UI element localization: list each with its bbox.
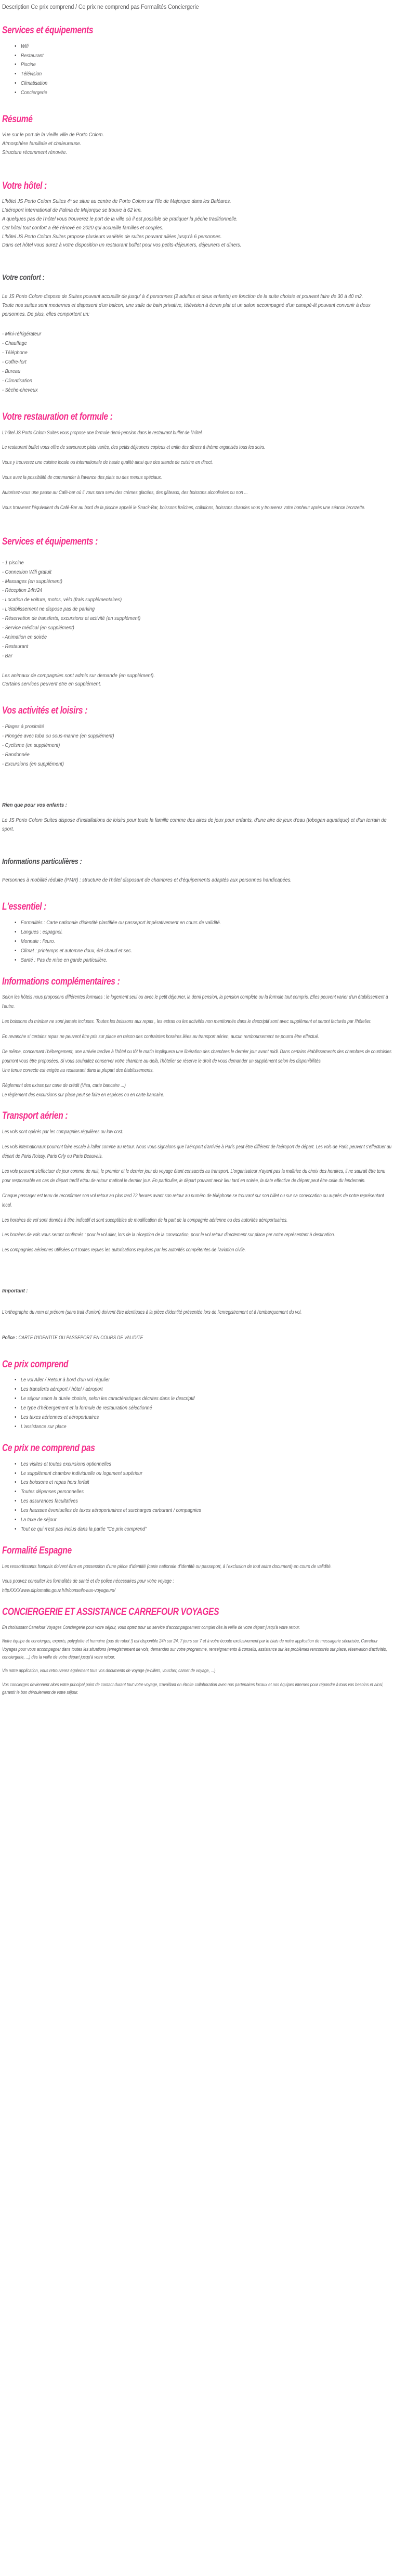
transport-paragraph: Chaque passager est tenu de reconfirmer son vol retour au plus tard 72 heures avant son retour au numéro de téléphone se trouvant sur son billet ou sur sa convocation ou auprès de notre représentant local. <box>2 1193 384 1208</box>
list-item: • Les visites et toutes excursions optionnelles <box>15 1460 339 1469</box>
infos-complementaires-reglement-extras: Règlement des extras par carte de crédit (Visa, carte bancaire ...) <box>2 1082 126 1089</box>
section-title-enfants: Rien que pour vos enfants : <box>2 801 67 808</box>
section-services-equipements <box>2 536 392 689</box>
restauration-paragraph: L'hôtel JS Porto Colom Suites vous propose une formule demi-pension dans le restaurant buffet de l'hôtel. <box>2 430 203 436</box>
ce-prix-comprend-list <box>2 1376 392 1431</box>
list-item: - Réservation de transferts, excursions et activité (en supplément) <box>2 616 141 622</box>
transport-paragraph: Les horaires de vols vous seront confirmés : pour le vol aller, lors de la réception de la convocation, pour le vol retour directement sur place par notre représentant à destination. <box>2 1232 335 1238</box>
votre-confort-list <box>2 330 392 395</box>
breadcrumb: Description Ce prix comprend / Ce prix ne comprend pas Formalités Conciergerie <box>2 4 199 10</box>
list-item: - Connexion Wifi gratuit <box>2 569 51 575</box>
list-item: - Cyclisme (en supplément) <box>2 742 60 748</box>
activites-list <box>2 722 392 769</box>
section-important <box>2 1288 392 1342</box>
list-item: - Service médical (en supplément) <box>2 625 74 631</box>
enfants-paragraph: Le JS Porto Colom Suites dispose d'installations de loisirs pour toute la famille comme des aires de jeux pour enfants, d'une aire de jeux d'eau (tobogan aquatique) et d'un terrain de sport. <box>2 818 387 832</box>
infos-complementaires-paragraph: Les boissons du minibar ne sont jamais incluses. Toutes les boissons aux repas , les extras ou les activités non mentionnés dans le descriptif sont avec supplément et seront facturés par l'hôtelier. <box>2 1019 372 1025</box>
section-title-services-equipements-top: Services et équipements <box>2 24 94 36</box>
list-item: • Restaurant <box>15 51 339 61</box>
section-title-informations-complementaires: Informations complémentaires : <box>2 976 120 987</box>
section-votre-confort <box>2 274 392 395</box>
conciergerie-paragraph: Vos concierges deviennent alors votre principal point de contact durant tout votre voyage, travaillant en étroite collaboration avec nos partenaires locaux et nos équipes internes pour répondre à tous vos besoins et ainsi, garantir le bon déroulement de votre séjour. <box>2 1681 384 1696</box>
list-item: - Chauffage <box>2 341 27 347</box>
restauration-paragraph: Vous y trouverez une cuisine locale ou internationale de haute qualité ainsi que des stands de cuisine en direct. <box>2 460 213 466</box>
police-value: CARTE D'IDENTITE OU PASSEPORT EN COURS DE VALIDITE <box>17 1335 143 1341</box>
section-resume <box>2 114 392 157</box>
section-title-votre-confort: Votre confort : <box>2 274 45 282</box>
section-title-restauration: Votre restauration et formule : <box>2 411 113 422</box>
list-item: • Le séjour selon la durée choisie, selon les caractéristiques décrites dans le descriptif <box>15 1394 339 1404</box>
list-item: - Coffre-fort <box>2 359 27 366</box>
list-item: • L'assistance sur place <box>15 1422 339 1432</box>
list-item: - Sèche-cheveux <box>2 387 38 393</box>
list-item: • Le type d'hébergement et la formule de restauration sélectionné <box>15 1404 339 1413</box>
restauration-paragraph: Vous trouverez l'équivalent du Café-Bar au bord de la piscine appelé le Snack-Bar, boissons fraîches, collations, boissons chaudes vous y trouverez votre bonheur après une séance bronzette. <box>2 505 365 511</box>
services-note: Les animaux de compagnies sont admis sur demande (en supplément). <box>2 672 155 679</box>
list-item: • Conciergerie <box>15 88 339 98</box>
list-item: • Le supplément chambre individuelle ou logement supérieur <box>15 1469 339 1479</box>
police-label: Police : <box>2 1335 18 1341</box>
list-item: • Piscine <box>15 60 339 70</box>
list-item: • Santé : Pas de mise en garde particulière. <box>15 956 339 965</box>
section-conciergerie <box>2 1607 392 1697</box>
transport-paragraph: Les compagnies aériennes utilisées ont toutes reçues les autorisations requises par les autorités compétentes de l'aviation civile. <box>2 1247 246 1253</box>
restauration-paragraph: Le restaurant buffet vous offre de savoureux plats variés, des petits déjeuners copieux et enfin des dîners à thème organisés tous les soirs. <box>2 445 266 451</box>
list-item: - 1 piscine <box>2 560 24 566</box>
list-item: • Toutes dépenses personnelles <box>15 1487 339 1497</box>
votre-hotel-line: Cet hôtel tout confort a été rénové en 2020 qui accueille familles et couples. <box>2 225 164 231</box>
section-title-informations-particulieres: Informations particulières : <box>2 857 82 866</box>
services-equipements-top-list <box>2 42 392 98</box>
votre-hotel-line: L'aéroport international de Palma de Majorque se trouve à 62 km. <box>2 208 142 214</box>
section-votre-hotel <box>2 180 392 250</box>
list-item: • La taxe de séjour <box>15 1516 339 1525</box>
list-item: • Tout ce qui n'est pas inclus dans la partie "Ce prix comprend" <box>15 1525 339 1534</box>
section-restauration <box>2 411 392 513</box>
list-item: - Excursions (en supplément) <box>2 761 64 767</box>
infos-complementaires-paragraph: De même, concernant l'hébergement, une arrivée tardive à l'hôtel ou tôt le matin impliquera une libération des chambres le dernier jour avant midi. Dans certains établissements des chambres de courtoisies pourront vous être proposées. Si vous souhaitez conserver votre chambre au-delà, l'hôtelier se réserve le droit de vous demander un supplément selon les disponibilités. <box>2 1049 392 1064</box>
list-item: - Randonnée <box>2 752 30 758</box>
list-item: - Massages (en supplément) <box>2 578 62 585</box>
police-line <box>2 1334 392 1343</box>
section-title-ce-prix-comprend: Ce prix comprend <box>2 1358 69 1370</box>
list-item: • Le vol Aller / Retour à bord d'un vol régulier <box>15 1376 339 1385</box>
infos-complementaires-paragraph: Selon les hôtels nous proposons différentes formules : le logement seul ou avec le petit déjeuner, la demi pension, la pension complète ou la formule tout compris. Elles peuvent varier d'un établissement à l'autre. <box>2 994 388 1010</box>
votre-hotel-line: A quelques pas de l'hôtel vous trouverez le port de la ville où il est possible de pratiquer la pêche traditionnelle. <box>2 216 238 222</box>
important-paragraph: L'orthographe du nom et prénom (sans trait d'union) doivent être identiques à la pièce d'identité présentée lors de l'enregistrement et à l'embarquement du vol. <box>2 1309 302 1315</box>
list-item: • Monnaie : l'euro. <box>15 937 339 947</box>
conciergerie-paragraph: En choisissant Carrefour Voyages Conciergerie pour votre séjour, vous optez pour un service d'accompagnement complet dès la veille de votre départ jusqu'à votre retour. <box>2 1625 300 1631</box>
list-item: • Wifi <box>15 42 339 51</box>
section-formalite-espagne <box>2 1545 392 1596</box>
section-informations-particulieres <box>2 858 392 886</box>
section-services-equipements-top <box>2 25 392 98</box>
resume-line: Vue sur le port de la vieille ville de Porto Colom. <box>2 132 104 138</box>
section-ce-prix-comprend <box>2 1359 392 1432</box>
list-item: • Les taxes aériennes et aéroportuaires <box>15 1413 339 1422</box>
resume-line: Atmosphère familiale et chaleureuse. <box>2 140 82 147</box>
votre-hotel-line: L'hôtel JS Porto Colom Suites 4* se situe au centre de Porto Colom sur l'île de Majorque dans les Baléares. <box>2 199 231 205</box>
list-item: - Location de voiture, motos, vélo (frais supplémentaires) <box>2 597 122 603</box>
section-ce-prix-ne-comprend-pas <box>2 1443 392 1534</box>
restauration-paragraph: Autorisez-vous une pause au Café-bar où il vous sera servi des crèmes glacées, des gâteaux, des boissons alcoolisées ou non ... <box>2 490 248 496</box>
formalite-paragraph: Les ressortissants français doivent être en possession d'une pièce d'identité (carte nationale d'identité ou passeport, à l'exclusion de tout autre document) en cours de validité. <box>2 1563 332 1570</box>
list-item: - Téléphone <box>2 350 28 356</box>
list-item: - Bar <box>2 653 12 659</box>
list-item: • Langues : espagnol. <box>15 928 339 937</box>
list-item: - Plages à proximité <box>2 724 44 730</box>
infos-complementaires-reglement-excursions: Le règlement des excursions sur place peut se faire en espèces ou en carte bancaire. <box>2 1092 165 1098</box>
section-transport-aerien <box>2 1110 392 1255</box>
list-item: - Restaurant <box>2 643 29 650</box>
section-title-formalite-espagne: Formalité Espagne <box>2 1545 72 1556</box>
section-title-services-equipements: Services et équipements : <box>2 536 98 547</box>
list-item: • Télévision <box>15 70 339 79</box>
section-title-votre-hotel: Votre hôtel : <box>2 180 47 192</box>
services-note: Certains services peuvent etre en supplément. <box>2 681 101 688</box>
list-item: - L'établissement ne dispose pas de parking <box>2 606 95 613</box>
services-equipements-list <box>2 559 392 661</box>
section-title-important: Important : <box>2 1288 28 1295</box>
section-title-conciergerie: CONCIERGERIE ET ASSISTANCE CARREFOUR VOYAGES <box>2 1607 219 1618</box>
informations-particulieres-paragraph: Personnes à mobilité réduite (PMR) : structure de l'hôtel disposant de chambres et d'équipements adaptés aux personnes handicapées. <box>2 877 292 884</box>
votre-confort-paragraph: Toute nos suites sont modernes et disposent d'un balcon, une salle de bain privative, télévision à écran plat et un salon accompagné d'un canapé-lit pouvant convenir à deux personnes. De plus, elles comportent un: <box>2 302 371 317</box>
list-item: • Les assurances facultatives <box>15 1497 339 1506</box>
section-enfants <box>2 802 392 834</box>
section-informations-complementaires <box>2 976 392 1100</box>
list-item: • Formalités : Carte nationale d'identité plastifiée ou passeport impérativement en cours de validité. <box>15 918 339 928</box>
list-item: - Réception 24h/24 <box>2 588 43 594</box>
section-essentiel <box>2 901 392 965</box>
list-item: • Les transferts aéroport / hôtel / aéroport <box>15 1385 339 1394</box>
list-item: - Bureau <box>2 369 21 375</box>
list-item: • Les boissons et repas hors forfait <box>15 1478 339 1487</box>
resume-line: Structure récemment rénovée. <box>2 149 68 156</box>
transport-paragraph: Les vols sont opérés par les compagnies régulières ou low cost. <box>2 1129 124 1135</box>
conciergerie-paragraph: Via notre application, vous retrouverez également tous vos documents de voyage (e-billets, voucher, carnet de voyage, ...) <box>2 1668 216 1674</box>
section-title-activites-loisirs: Vos activités et loisirs : <box>2 705 88 717</box>
section-title-resume: Résumé <box>2 113 33 125</box>
formalite-url[interactable] <box>2 1586 392 1596</box>
formalite-consult-line: Vous pouvez consulter les formalités de santé et de police nécessaires pour votre voyage : <box>2 1578 174 1585</box>
restauration-paragraph: Vous avez la possibilité de commander à l'avance des plats ou des menus spéciaux. <box>2 475 162 481</box>
conciergerie-paragraph: Notre équipe de concierges, experts, polyglotte et humaine (pas de robot !) est disponible 24h sur 24, 7 jours sur 7 et à votre écoute exclusivement par le biais de notre application de messagerie sécurisée, Carrefour Voyages pour vous accompagner dans toutes les situations (enregistrement de vols, demandes sur votre programme, renseignements & conseils, assistance sur les problèmes rencontrés sur place, réservation d'activités, conciergerie, ...) dès la veille de votre départ jusqu'à votre retour. <box>2 1638 387 1661</box>
list-item: • Climatisation <box>15 79 339 88</box>
list-item: - Climatisation <box>2 378 32 384</box>
list-item: • Climat : printemps et automne doux, été chaud et sec. <box>15 947 339 956</box>
section-title-ce-prix-ne-comprend-pas: Ce prix ne comprend pas <box>2 1442 95 1454</box>
list-item: - Plongée avec tuba ou sous-marine (en supplément) <box>2 733 114 739</box>
votre-confort-paragraph: Le JS Porto Colom dispose de Suites pouvant accueillir de jusqu' à 4 personnes (2 adultes et deux enfants) en fonction de la suite choisie et pouvant faire de 30 à 40 m2. <box>2 293 363 300</box>
transport-paragraph: Les vols internationaux pourront faire escale à l'aller comme au retour. Nous vous signalons que l'aéroport d'arrivée à Paris peut être différent de l'aéroport de départ. Les vols de Paris peuvent s'effectuer au départ de Paris Roissy, Paris Orly ou Paris Beauvais. <box>2 1144 392 1160</box>
list-item: - Mini-réfrigérateur <box>2 331 42 338</box>
transport-paragraph: Les horaires de vol sont donnés à titre indicatif et sont suceptibles de modification de la part de la compagnie aérienne ou des autorités aéroportuaires. <box>2 1217 288 1223</box>
essentiel-list <box>2 918 392 965</box>
section-title-essentiel: L'essentiel : <box>2 901 47 913</box>
section-activites-loisirs <box>2 705 392 769</box>
infos-complementaires-tenue: Une tenue correcte est exigée au restaurant dans la plupart des établissements. <box>2 1067 154 1073</box>
ce-prix-ne-comprend-pas-list <box>2 1460 392 1534</box>
votre-hotel-line: L'hôtel JS Porto Colom Suites propose plusieurs variétés de suites pouvant allées jusqu'à 6 personnes. <box>2 234 222 240</box>
list-item: - Animation en soirée <box>2 634 47 640</box>
transport-paragraph: Les vols peuvent s'effectuer de jour comme de nuit, le premier et le dernier jour du voyage étant consacrés au transport. L'organisateur n'ayant pas la maîtrise du choix des horaires, il ne saurait être tenu pour responsable en cas de départ tardif et/ou de retour matinal le dernier jour. En particulier, le départ pouvant avoir lieu tard en soirée, la date effective de départ peut être celle du lendemain. <box>2 1168 386 1184</box>
list-item: • Les hausses éventuelles de taxes aéroportuaires et surcharges carburant / compagnies <box>15 1506 339 1516</box>
diplomatie-link[interactable]: httpXXXXwww.diplomatie.gouv.fr/fr/conseils-aux-voyageurs/ <box>2 1588 115 1594</box>
votre-hotel-line: Dans cet hôtel vous aurez à votre disposition un restaurant buffet pour vos petits-déjeuners, déjeuners et dîners. <box>2 242 242 249</box>
infos-complementaires-paragraph: En revanche si certains repas ne peuvent être pris sur place en raison des contraintes horaires liées au transport aérien, aucun remboursement ne pourra être effectué. <box>2 1034 320 1040</box>
section-title-transport-aerien: Transport aérien : <box>2 1110 68 1122</box>
